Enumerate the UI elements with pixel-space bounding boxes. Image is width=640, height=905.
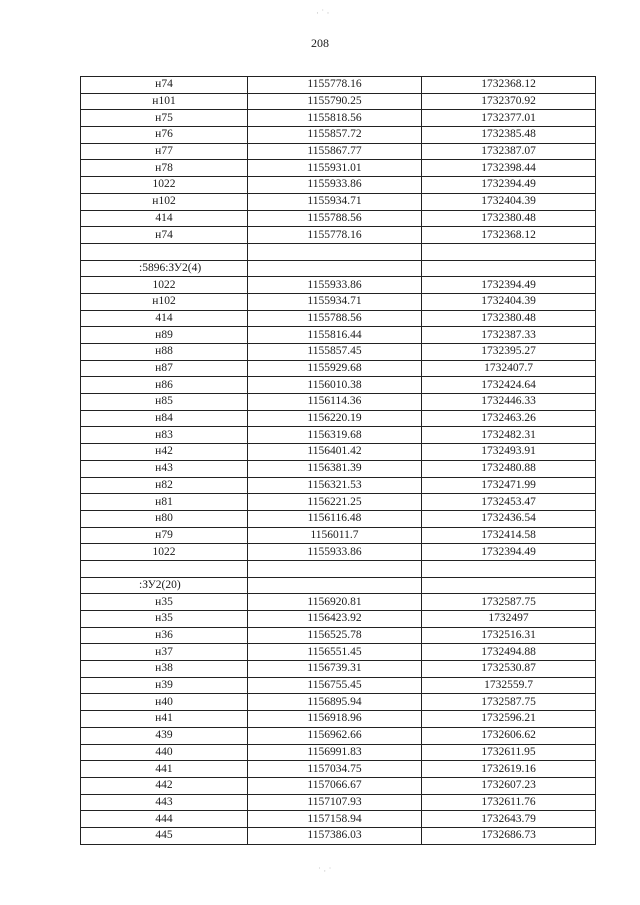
point-cell: 442 (81, 777, 248, 794)
point-cell: н84 (81, 410, 248, 427)
table-row (81, 160, 596, 177)
y-coordinate-cell: 1732370.92 (422, 93, 596, 110)
y-coordinate-cell: 1732611.95 (422, 744, 596, 761)
x-coordinate-cell (248, 260, 422, 277)
point-cell: 441 (81, 761, 248, 778)
x-coordinate-cell: 1155933.86 (248, 177, 422, 194)
scan-artifact: · ˙ · (316, 8, 330, 18)
x-coordinate-cell: 1156551.45 (248, 644, 422, 661)
x-coordinate-cell: 1157107.93 (248, 794, 422, 811)
point-cell: н85 (81, 394, 248, 411)
table-row (81, 694, 596, 711)
x-coordinate-cell: 1155816.44 (248, 327, 422, 344)
table-row (81, 811, 596, 828)
table-row (81, 827, 596, 844)
y-coordinate-cell: 1732559.7 (422, 677, 596, 694)
table-row (81, 227, 596, 244)
table-row (81, 477, 596, 494)
y-coordinate-cell: 1732516.31 (422, 627, 596, 644)
point-cell: :ЗУ2(20) (81, 577, 248, 594)
y-coordinate-cell: 1732404.39 (422, 193, 596, 210)
x-coordinate-cell: 1156918.96 (248, 711, 422, 728)
y-coordinate-cell: 1732530.87 (422, 661, 596, 678)
y-coordinate-cell: 1732387.07 (422, 143, 596, 160)
y-coordinate-cell: 1732394.49 (422, 544, 596, 561)
table-row (81, 310, 596, 327)
point-cell: :5896:ЗУ2(4) (81, 260, 248, 277)
x-coordinate-cell: 1156221.25 (248, 494, 422, 511)
y-coordinate-cell: 1732380.48 (422, 210, 596, 227)
table-row (81, 344, 596, 361)
y-coordinate-cell: 1732463.26 (422, 410, 596, 427)
point-cell: н102 (81, 293, 248, 310)
table-row (81, 510, 596, 527)
point-cell: н74 (81, 77, 248, 94)
point-cell: н35 (81, 611, 248, 628)
x-coordinate-cell: 1156401.42 (248, 444, 422, 461)
table-row (81, 243, 596, 260)
point-cell: н88 (81, 344, 248, 361)
table-row (81, 677, 596, 694)
y-coordinate-cell: 1732611.76 (422, 794, 596, 811)
table-row (81, 627, 596, 644)
table-row (81, 93, 596, 110)
x-coordinate-cell (248, 560, 422, 577)
y-coordinate-cell: 1732587.75 (422, 694, 596, 711)
x-coordinate-cell: 1155857.72 (248, 127, 422, 144)
table-row (81, 327, 596, 344)
y-coordinate-cell: 1732387.33 (422, 327, 596, 344)
y-coordinate-cell: 1732395.27 (422, 344, 596, 361)
y-coordinate-cell: 1732596.21 (422, 711, 596, 728)
y-coordinate-cell: 1732394.49 (422, 277, 596, 294)
table-row (81, 744, 596, 761)
point-cell: 445 (81, 827, 248, 844)
point-cell: н79 (81, 527, 248, 544)
point-cell: н39 (81, 677, 248, 694)
y-coordinate-cell: 1732493.91 (422, 444, 596, 461)
y-coordinate-cell: 1732414.58 (422, 527, 596, 544)
y-coordinate-cell: 1732607.23 (422, 777, 596, 794)
y-coordinate-cell: 1732368.12 (422, 227, 596, 244)
point-cell: н38 (81, 661, 248, 678)
table-row (81, 127, 596, 144)
table-row (81, 544, 596, 561)
table-row (81, 777, 596, 794)
y-coordinate-cell (422, 560, 596, 577)
table-row (81, 727, 596, 744)
y-coordinate-cell: 1732497 (422, 611, 596, 628)
x-coordinate-cell: 1155934.71 (248, 193, 422, 210)
table-row (81, 143, 596, 160)
table-row (81, 77, 596, 94)
x-coordinate-cell: 1155778.16 (248, 227, 422, 244)
table-row (81, 427, 596, 444)
x-coordinate-cell: 1155933.86 (248, 544, 422, 561)
x-coordinate-cell: 1156114.36 (248, 394, 422, 411)
y-coordinate-cell: 1732686.73 (422, 827, 596, 844)
point-cell: 414 (81, 210, 248, 227)
y-coordinate-cell: 1732398.44 (422, 160, 596, 177)
x-coordinate-cell: 1155933.86 (248, 277, 422, 294)
y-coordinate-cell: 1732377.01 (422, 110, 596, 127)
y-coordinate-cell (422, 577, 596, 594)
x-coordinate-cell: 1155778.16 (248, 77, 422, 94)
point-cell: н80 (81, 510, 248, 527)
point-cell: 444 (81, 811, 248, 828)
table-row (81, 444, 596, 461)
point-cell: н82 (81, 477, 248, 494)
table-row (81, 794, 596, 811)
point-cell: 1022 (81, 277, 248, 294)
x-coordinate-cell: 1157066.67 (248, 777, 422, 794)
y-coordinate-cell: 1732619.16 (422, 761, 596, 778)
x-coordinate-cell: 1155929.68 (248, 360, 422, 377)
table-row (81, 494, 596, 511)
x-coordinate-cell: 1156381.39 (248, 460, 422, 477)
table-row (81, 193, 596, 210)
point-cell: 414 (81, 310, 248, 327)
y-coordinate-cell: 1732494.88 (422, 644, 596, 661)
x-coordinate-cell (248, 577, 422, 594)
y-coordinate-cell: 1732407.7 (422, 360, 596, 377)
table-row (81, 293, 596, 310)
x-coordinate-cell: 1155867.77 (248, 143, 422, 160)
point-cell: н76 (81, 127, 248, 144)
y-coordinate-cell: 1732394.49 (422, 177, 596, 194)
point-cell: н42 (81, 444, 248, 461)
x-coordinate-cell: 1156991.83 (248, 744, 422, 761)
y-coordinate-cell: 1732436.54 (422, 510, 596, 527)
table-row (81, 644, 596, 661)
y-coordinate-cell: 1732446.33 (422, 394, 596, 411)
point-cell: 443 (81, 794, 248, 811)
point-cell: н74 (81, 227, 248, 244)
point-cell: н78 (81, 160, 248, 177)
point-cell: н43 (81, 460, 248, 477)
point-cell: н102 (81, 193, 248, 210)
table-row (81, 277, 596, 294)
table-row (81, 661, 596, 678)
table-row (81, 594, 596, 611)
table-row (81, 394, 596, 411)
point-cell: 440 (81, 744, 248, 761)
table-row (81, 177, 596, 194)
y-coordinate-cell: 1732606.62 (422, 727, 596, 744)
point-cell: н40 (81, 694, 248, 711)
x-coordinate-cell: 1156755.45 (248, 677, 422, 694)
point-cell: н87 (81, 360, 248, 377)
x-coordinate-cell: 1156895.94 (248, 694, 422, 711)
x-coordinate-cell: 1155788.56 (248, 310, 422, 327)
x-coordinate-cell: 1155857.45 (248, 344, 422, 361)
y-coordinate-cell: 1732368.12 (422, 77, 596, 94)
y-coordinate-cell: 1732453.47 (422, 494, 596, 511)
y-coordinate-cell: 1732480.88 (422, 460, 596, 477)
point-cell: н35 (81, 594, 248, 611)
x-coordinate-cell: 1156319.68 (248, 427, 422, 444)
point-cell: н37 (81, 644, 248, 661)
section-header-row (81, 260, 596, 277)
y-coordinate-cell: 1732471.99 (422, 477, 596, 494)
table-row (81, 527, 596, 544)
y-coordinate-cell: 1732385.48 (422, 127, 596, 144)
x-coordinate-cell: 1156962.66 (248, 727, 422, 744)
table-row (81, 560, 596, 577)
scan-artifact: ˙ · ˙ (318, 866, 332, 876)
table-row (81, 611, 596, 628)
point-cell (81, 560, 248, 577)
x-coordinate-cell: 1155931.01 (248, 160, 422, 177)
point-cell: н41 (81, 711, 248, 728)
coordinates-table (80, 76, 596, 845)
x-coordinate-cell: 1156010.38 (248, 377, 422, 394)
table-row (81, 460, 596, 477)
y-coordinate-cell: 1732424.64 (422, 377, 596, 394)
x-coordinate-cell: 1157158.94 (248, 811, 422, 828)
point-cell: н101 (81, 93, 248, 110)
x-coordinate-cell: 1155790.25 (248, 93, 422, 110)
point-cell: н86 (81, 377, 248, 394)
point-cell: 1022 (81, 177, 248, 194)
x-coordinate-cell: 1155934.71 (248, 293, 422, 310)
x-coordinate-cell: 1156220.19 (248, 410, 422, 427)
x-coordinate-cell: 1156011.7 (248, 527, 422, 544)
point-cell: 1022 (81, 544, 248, 561)
x-coordinate-cell: 1155788.56 (248, 210, 422, 227)
y-coordinate-cell (422, 260, 596, 277)
y-coordinate-cell: 1732380.48 (422, 310, 596, 327)
x-coordinate-cell: 1156920.81 (248, 594, 422, 611)
x-coordinate-cell: 1156739.31 (248, 661, 422, 678)
x-coordinate-cell: 1156116.48 (248, 510, 422, 527)
point-cell: н89 (81, 327, 248, 344)
y-coordinate-cell: 1732587.75 (422, 594, 596, 611)
x-coordinate-cell: 1156525.78 (248, 627, 422, 644)
coordinates-table-body (81, 77, 596, 845)
table-row (81, 410, 596, 427)
point-cell (81, 243, 248, 260)
table-row (81, 110, 596, 127)
y-coordinate-cell: 1732643.79 (422, 811, 596, 828)
x-coordinate-cell (248, 243, 422, 260)
x-coordinate-cell: 1156423.92 (248, 611, 422, 628)
x-coordinate-cell: 1156321.53 (248, 477, 422, 494)
point-cell: н36 (81, 627, 248, 644)
y-coordinate-cell: 1732482.31 (422, 427, 596, 444)
point-cell: н81 (81, 494, 248, 511)
x-coordinate-cell: 1155818.56 (248, 110, 422, 127)
x-coordinate-cell: 1157386.03 (248, 827, 422, 844)
page-number: 208 (311, 36, 329, 50)
section-header-row (81, 577, 596, 594)
x-coordinate-cell: 1157034.75 (248, 761, 422, 778)
table-row (81, 761, 596, 778)
y-coordinate-cell (422, 243, 596, 260)
table-row (81, 360, 596, 377)
point-cell: н75 (81, 110, 248, 127)
point-cell: 439 (81, 727, 248, 744)
table-row (81, 377, 596, 394)
point-cell: н77 (81, 143, 248, 160)
y-coordinate-cell: 1732404.39 (422, 293, 596, 310)
point-cell: н83 (81, 427, 248, 444)
table-row (81, 210, 596, 227)
table-row (81, 711, 596, 728)
